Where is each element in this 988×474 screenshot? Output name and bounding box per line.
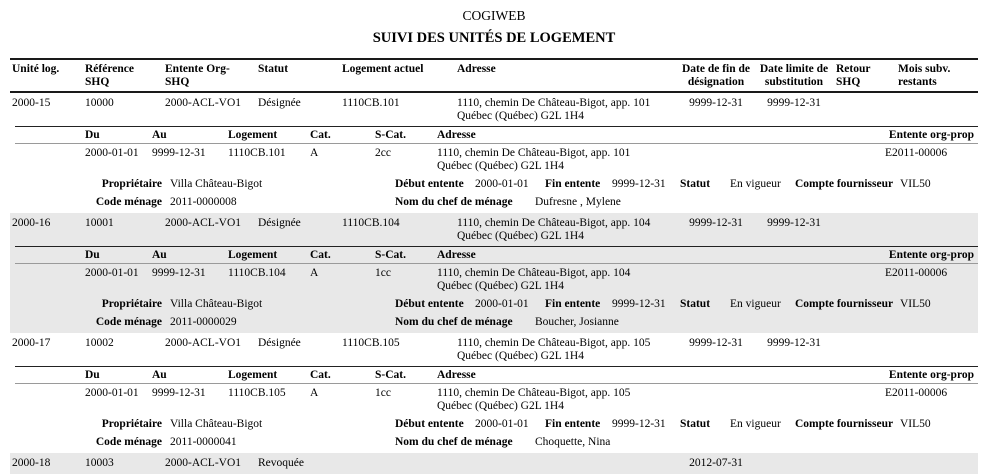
compte-fournisseur-label: Compte fournisseur bbox=[795, 298, 894, 310]
compte-fournisseur-label: Compte fournisseur bbox=[795, 178, 894, 190]
statut-value: Revoquée bbox=[258, 457, 304, 469]
retour-shq-value bbox=[834, 457, 896, 470]
sub-col-entente-org-prop: Entente org-prop bbox=[888, 129, 974, 141]
sub-du-value: 2000-01-01 bbox=[85, 387, 139, 399]
code-menage-value: 2011-0000029 bbox=[170, 316, 237, 328]
sub-cat-value: A bbox=[310, 267, 319, 279]
sub-scat-value: 1cc bbox=[375, 387, 391, 399]
reference-shq-value: 10001 bbox=[85, 217, 114, 229]
compte-fournisseur-value: VIL50 bbox=[900, 298, 931, 310]
sub-col-adresse: Adresse bbox=[437, 249, 476, 261]
sub-col-cat: Cat. bbox=[310, 129, 331, 141]
debut-entente-label: Début entente bbox=[395, 418, 464, 430]
unit-main-row bbox=[10, 453, 978, 470]
unit-main-row bbox=[10, 93, 978, 123]
sub-col-scat: S-Cat. bbox=[375, 369, 406, 381]
proprietaire-value: Villa Château-Bigot bbox=[170, 178, 263, 190]
nom-chef-label: Nom du chef de ménage bbox=[395, 316, 513, 328]
adresse-value: 1110, chemin De Château-Bigot, app. 104 Québec (Québec) G2L 1H4 bbox=[457, 217, 651, 242]
fin-entente-label: Fin entente bbox=[545, 418, 601, 430]
sub-header-row bbox=[15, 246, 978, 264]
adresse-value: 1110, chemin De Château-Bigot, app. 101 Québec (Québec) G2L 1H4 bbox=[457, 97, 651, 122]
retour-shq-value bbox=[834, 97, 896, 123]
proprietaire-value: Villa Château-Bigot bbox=[170, 298, 263, 310]
sub-entente-org-prop-value: E2011-00006 bbox=[885, 387, 948, 399]
sub-scat-value: 1cc bbox=[375, 267, 391, 279]
date-limite-substitution-value: 9999-12-31 bbox=[767, 337, 821, 349]
fin-entente-label: Fin entente bbox=[545, 298, 601, 310]
mois-subv-restants-value bbox=[896, 337, 976, 363]
statut-entente-value: En vigueur bbox=[730, 178, 781, 190]
unit-main-row bbox=[10, 333, 978, 363]
col-header-retour-shq: Retour SHQ bbox=[836, 63, 871, 88]
debut-entente-value: 2000-01-01 bbox=[475, 298, 529, 310]
col-header-date-limite-substitution: Date limite de substitution bbox=[759, 63, 829, 88]
report-page bbox=[0, 9, 988, 471]
unite-log-value: 2000-16 bbox=[12, 217, 51, 229]
statut-entente-value: En vigueur bbox=[730, 418, 781, 430]
detail-row-entente bbox=[10, 413, 978, 431]
unit-main-row bbox=[10, 213, 978, 243]
sub-data-row bbox=[15, 384, 978, 413]
statut-value: Désignée bbox=[258, 97, 301, 109]
reference-shq-value: 10003 bbox=[85, 457, 114, 469]
proprietaire-value: Villa Château-Bigot bbox=[170, 418, 263, 430]
sub-col-au: Au bbox=[152, 249, 167, 261]
sub-col-adresse: Adresse bbox=[437, 369, 476, 381]
col-header-unite-log: Unité log. bbox=[12, 63, 60, 75]
sub-header-row bbox=[15, 366, 978, 384]
adresse-value: 1110, chemin De Château-Bigot, app. 105 Québec (Québec) G2L 1H4 bbox=[457, 337, 651, 362]
adresse-value bbox=[455, 457, 678, 470]
entente-org-shq-value: 2000-ACL-VO1 bbox=[165, 457, 242, 469]
logement-actuel-value: 1110CB.105 bbox=[342, 337, 400, 349]
fin-entente-value: 9999-12-31 bbox=[612, 418, 666, 430]
entente-org-shq-value: 2000-ACL-VO1 bbox=[165, 337, 242, 349]
detail-row-entente bbox=[10, 293, 978, 311]
nom-chef-value: Choquette, Nina bbox=[535, 436, 611, 448]
fin-entente-value: 9999-12-31 bbox=[612, 298, 666, 310]
proprietaire-label: Propriétaire bbox=[101, 418, 162, 430]
detail-row-menage bbox=[10, 311, 978, 329]
detail-row-menage bbox=[10, 191, 978, 209]
sub-col-logement: Logement bbox=[228, 369, 278, 381]
fin-entente-value: 9999-12-31 bbox=[612, 178, 666, 190]
sub-logement-value: 1110CB.104 bbox=[228, 267, 286, 279]
fin-entente-label: Fin entente bbox=[545, 178, 601, 190]
code-menage-label: Code ménage bbox=[95, 316, 162, 328]
mois-subv-restants-value bbox=[896, 97, 976, 123]
col-header-logement-actuel: Logement actuel bbox=[342, 63, 424, 75]
date-fin-designation-value: 9999-12-31 bbox=[689, 337, 743, 349]
col-header-adresse: Adresse bbox=[457, 63, 496, 75]
unite-log-value: 2000-18 bbox=[12, 457, 51, 469]
sub-col-au: Au bbox=[152, 369, 167, 381]
statut-value: Désignée bbox=[258, 217, 301, 229]
debut-entente-value: 2000-01-01 bbox=[475, 418, 529, 430]
logement-history-subtable bbox=[15, 366, 978, 413]
sub-col-logement: Logement bbox=[228, 249, 278, 261]
logement-history-subtable bbox=[15, 246, 978, 293]
sub-entente-org-prop-value: E2011-00006 bbox=[885, 147, 948, 159]
compte-fournisseur-value: VIL50 bbox=[900, 178, 931, 190]
code-menage-value: 2011-0000041 bbox=[170, 436, 237, 448]
code-menage-label: Code ménage bbox=[95, 436, 162, 448]
detail-row-entente bbox=[10, 173, 978, 191]
sub-adresse-value: 1110, chemin De Château-Bigot, app. 104 Québec (Québec) G2L 1H4 bbox=[437, 267, 631, 292]
statut-entente-value: En vigueur bbox=[730, 298, 781, 310]
units-table bbox=[10, 58, 978, 474]
sub-cat-value: A bbox=[310, 147, 319, 159]
unit-block-2000-17 bbox=[10, 333, 978, 453]
sub-au-value: 9999-12-31 bbox=[152, 387, 206, 399]
nom-chef-value: Boucher, Josianne bbox=[535, 316, 619, 328]
compte-fournisseur-value: VIL50 bbox=[900, 418, 931, 430]
reference-shq-value: 10000 bbox=[85, 97, 114, 109]
code-menage-value: 2011-0000008 bbox=[170, 196, 237, 208]
sub-logement-value: 1110CB.101 bbox=[228, 147, 286, 159]
nom-chef-label: Nom du chef de ménage bbox=[395, 436, 513, 448]
date-fin-designation-value: 2012-07-31 bbox=[689, 457, 743, 469]
report-title: SUIVI DES UNITÉS DE LOGEMENT bbox=[372, 30, 616, 46]
sub-entente-org-prop-value: E2011-00006 bbox=[885, 267, 948, 279]
sub-au-value: 9999-12-31 bbox=[152, 267, 206, 279]
app-title: COGIWEB bbox=[462, 8, 526, 23]
sub-au-value: 9999-12-31 bbox=[152, 147, 206, 159]
unite-log-value: 2000-15 bbox=[12, 97, 51, 109]
date-fin-designation-value: 9999-12-31 bbox=[689, 97, 743, 109]
sub-col-cat: Cat. bbox=[310, 249, 331, 261]
entente-org-shq-value: 2000-ACL-VO1 bbox=[165, 217, 242, 229]
sub-adresse-value: 1110, chemin De Château-Bigot, app. 105 Québec (Québec) G2L 1H4 bbox=[437, 387, 631, 412]
sub-logement-value: 1110CB.105 bbox=[228, 387, 286, 399]
proprietaire-label: Propriétaire bbox=[101, 298, 162, 310]
statut-entente-label: Statut bbox=[680, 418, 711, 430]
table-header-row bbox=[10, 58, 978, 93]
sub-col-du: Du bbox=[85, 369, 100, 381]
sub-data-row bbox=[15, 144, 978, 173]
reference-shq-value: 10002 bbox=[85, 337, 114, 349]
retour-shq-value bbox=[834, 337, 896, 363]
compte-fournisseur-label: Compte fournisseur bbox=[795, 418, 894, 430]
debut-entente-label: Début entente bbox=[395, 298, 464, 310]
sub-header-row bbox=[15, 126, 978, 144]
sub-col-logement: Logement bbox=[228, 129, 278, 141]
sub-col-entente-org-prop: Entente org-prop bbox=[888, 249, 974, 261]
sub-cat-value: A bbox=[310, 387, 319, 399]
sub-data-row bbox=[15, 264, 978, 293]
proprietaire-label: Propriétaire bbox=[101, 178, 162, 190]
entente-org-shq-value: 2000-ACL-VO1 bbox=[165, 97, 242, 109]
sub-col-scat: S-Cat. bbox=[375, 249, 406, 261]
date-fin-designation-value: 9999-12-31 bbox=[689, 217, 743, 229]
statut-entente-label: Statut bbox=[680, 178, 711, 190]
sub-adresse-value: 1110, chemin De Château-Bigot, app. 101 Québec (Québec) G2L 1H4 bbox=[437, 147, 631, 172]
sub-col-scat: S-Cat. bbox=[375, 129, 406, 141]
debut-entente-value: 2000-01-01 bbox=[475, 178, 529, 190]
sub-col-du: Du bbox=[85, 249, 100, 261]
col-header-statut: Statut bbox=[258, 63, 289, 75]
col-header-mois-subv-restants: Mois subv. restants bbox=[898, 63, 951, 88]
date-limite-substitution-value: 9999-12-31 bbox=[767, 97, 821, 109]
mois-subv-restants-value bbox=[896, 217, 976, 243]
logement-history-subtable bbox=[15, 126, 978, 173]
date-limite-substitution-value: 9999-12-31 bbox=[767, 217, 821, 229]
logement-actuel-value: 1110CB.101 bbox=[342, 97, 400, 109]
sub-col-entente-org-prop: Entente org-prop bbox=[888, 369, 974, 381]
statut-value: Désignée bbox=[258, 337, 301, 349]
sub-col-cat: Cat. bbox=[310, 369, 331, 381]
col-header-reference-shq: Référence SHQ bbox=[85, 63, 134, 88]
col-header-date-fin-designation: Date de fin de désignation bbox=[681, 63, 751, 88]
date-limite-substitution-value bbox=[756, 457, 834, 470]
logement-actuel-value: 1110CB.104 bbox=[342, 217, 400, 229]
unite-log-value: 2000-17 bbox=[12, 337, 51, 349]
sub-col-au: Au bbox=[152, 129, 167, 141]
code-menage-label: Code ménage bbox=[95, 196, 162, 208]
unit-block-2000-15 bbox=[10, 93, 978, 213]
statut-entente-label: Statut bbox=[680, 298, 711, 310]
sub-col-du: Du bbox=[85, 129, 100, 141]
sub-du-value: 2000-01-01 bbox=[85, 267, 139, 279]
sub-col-adresse: Adresse bbox=[437, 129, 476, 141]
nom-chef-label: Nom du chef de ménage bbox=[395, 196, 513, 208]
col-header-entente-org-shq: Entente Org-SHQ bbox=[165, 63, 230, 88]
sub-du-value: 2000-01-01 bbox=[85, 147, 139, 159]
debut-entente-label: Début entente bbox=[395, 178, 464, 190]
sub-scat-value: 2cc bbox=[375, 147, 391, 159]
logement-actuel-value bbox=[340, 457, 455, 470]
nom-chef-value: Dufresne , Mylene bbox=[535, 196, 621, 208]
unit-block-2000-18 bbox=[10, 453, 978, 474]
mois-subv-restants-value bbox=[896, 457, 976, 470]
retour-shq-value bbox=[834, 217, 896, 243]
unit-block-2000-16 bbox=[10, 213, 978, 333]
detail-row-menage bbox=[10, 431, 978, 449]
